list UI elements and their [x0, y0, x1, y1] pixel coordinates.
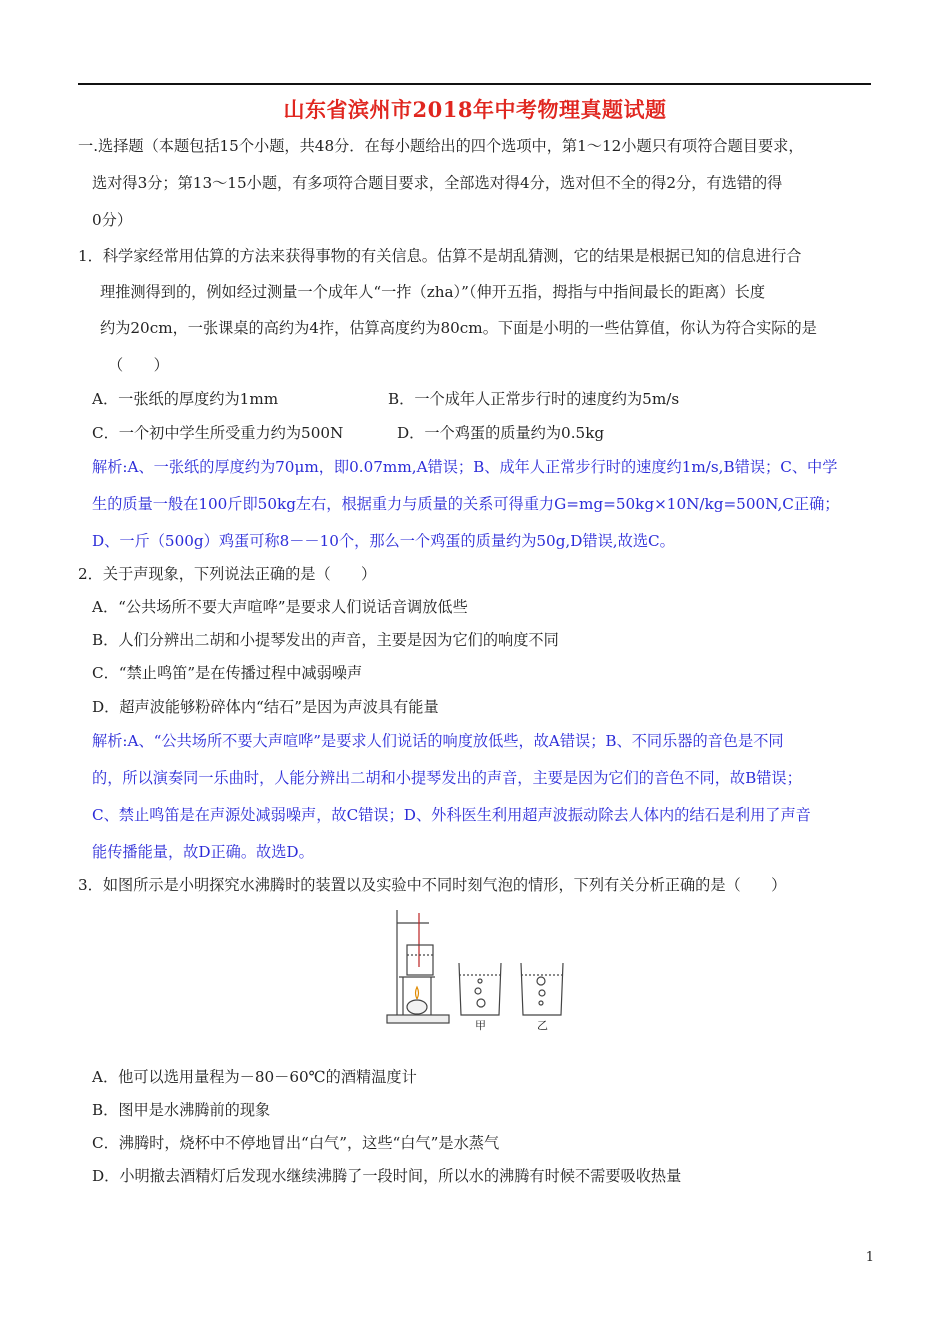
- q1-stem-line-1: 1．科学家经常用估算的方法来获得事物的有关信息。估算不是胡乱猜测，它的结果是根据已知的信息进行合: [78, 247, 802, 265]
- q1-option-c: C．一个初中学生所受重力约为500N: [92, 424, 344, 442]
- section-intro-line-3: 0分）: [92, 211, 133, 229]
- q2-option-c: C．“禁止鸣笛”是在传播过程中减弱噪声: [92, 664, 363, 682]
- q2-answer-line-2: 的，所以演奏同一乐曲时，人能分辨出二胡和小提琴发出的声音，主要是因为它们的音色不同，故B错误；: [92, 769, 802, 787]
- q2-answer-line-3: C、禁止鸣笛是在声源处减弱噪声，故C错误；D、外科医生利用超声波振动除去人体内的结石是利用了声音: [92, 806, 811, 824]
- q2-option-a: A．“公共场所不要大声喧哗”是要求人们说话音调放低些: [92, 598, 468, 616]
- q1-stem-line-4: （ ）: [108, 356, 169, 374]
- q1-answer-line-1: 解析:A、一张纸的厚度约为70μm，即0.07mm,A错误；B、成年人正常步行时的速度约1m/s,B错误；C、中学: [92, 458, 838, 476]
- q2-option-b: B．人们分辨出二胡和小提琴发出的声音，主要是因为它们的响度不同: [92, 631, 559, 649]
- q1-option-a: A．一张纸的厚度约为1mm: [92, 390, 279, 408]
- q1-option-d: D．一个鸡蛋的质量约为0.5kg: [397, 424, 605, 442]
- q1-stem-line-3: 约为20cm，一张课桌的高约为4拃，估算高度约为80cm。下面是小明的一些估算值，你认为符合实际的是: [100, 319, 817, 337]
- boiling-experiment-figure: [385, 905, 565, 1035]
- q3-option-d: D．小明撤去酒精灯后发现水继续沸腾了一段时间，所以水的沸腾有时候不需要吸收热量: [92, 1167, 682, 1185]
- q1-option-b: B．一个成年人正常步行时的速度约为5m/s: [388, 390, 680, 408]
- page-number: 1: [865, 1250, 874, 1265]
- q2-answer-line-4: 能传播能量，故D正确。故选D。: [92, 843, 314, 861]
- q2-answer-line-1: 解析:A、“公共场所不要大声喧哗”是要求人们说话的响度放低些，故A错误；B、不同乐器的音色是不同: [92, 732, 784, 750]
- boiling-apparatus-diagram: [385, 905, 565, 1035]
- q1-answer-line-2: 生的质量一般在100斤即50kg左右，根据重力与质量的关系可得重力G=mg=50kg×10N/kg=500N,C正确；: [92, 495, 840, 513]
- q3-option-b: B．图甲是水沸腾前的现象: [92, 1101, 271, 1119]
- q3-option-c: C．沸腾时，烧杯中不停地冒出“白气”，这些“白气”是水蒸气: [92, 1134, 500, 1152]
- q2-option-d: D．超声波能够粉碎体内“结石”是因为声波具有能量: [92, 698, 439, 716]
- section-intro-line-1: 一.选择题（本题包括15个小题，共48分．在每小题给出的四个选项中，第1～12小题只有项符合题目要求，: [78, 137, 804, 155]
- figure-label-jia: 甲: [475, 1019, 486, 1032]
- q1-answer-line-3: D、一斤（500g）鸡蛋可称8－－10个，那么一个鸡蛋的质量约为50g,D错误,故选C。: [92, 532, 675, 550]
- q2-stem: 2．关于声现象，下列说法正确的是（ ）: [78, 565, 377, 583]
- q3-stem: 3．如图所示是小明探究水沸腾时的装置以及实验中不同时刻气泡的情形，下列有关分析正确的是（ ）: [78, 876, 787, 894]
- figure-label-yi: 乙: [537, 1019, 548, 1032]
- header-rule: [78, 83, 871, 85]
- section-intro-line-2: 选对得3分；第13～15小题，有多项符合题目要求，全部选对得4分，选对但不全的得2分，有选错的得: [92, 174, 783, 192]
- q3-option-a: A．他可以选用量程为－80－60℃的酒精温度计: [92, 1068, 417, 1086]
- q1-stem-line-2: 理推测得到的，例如经过测量一个成年人“一拃（zha）”（伸开五指，拇指与中指间最长的距离）长度: [100, 283, 766, 301]
- page-title: 山东省滨州市2018年中考物理真题试题: [283, 97, 667, 122]
